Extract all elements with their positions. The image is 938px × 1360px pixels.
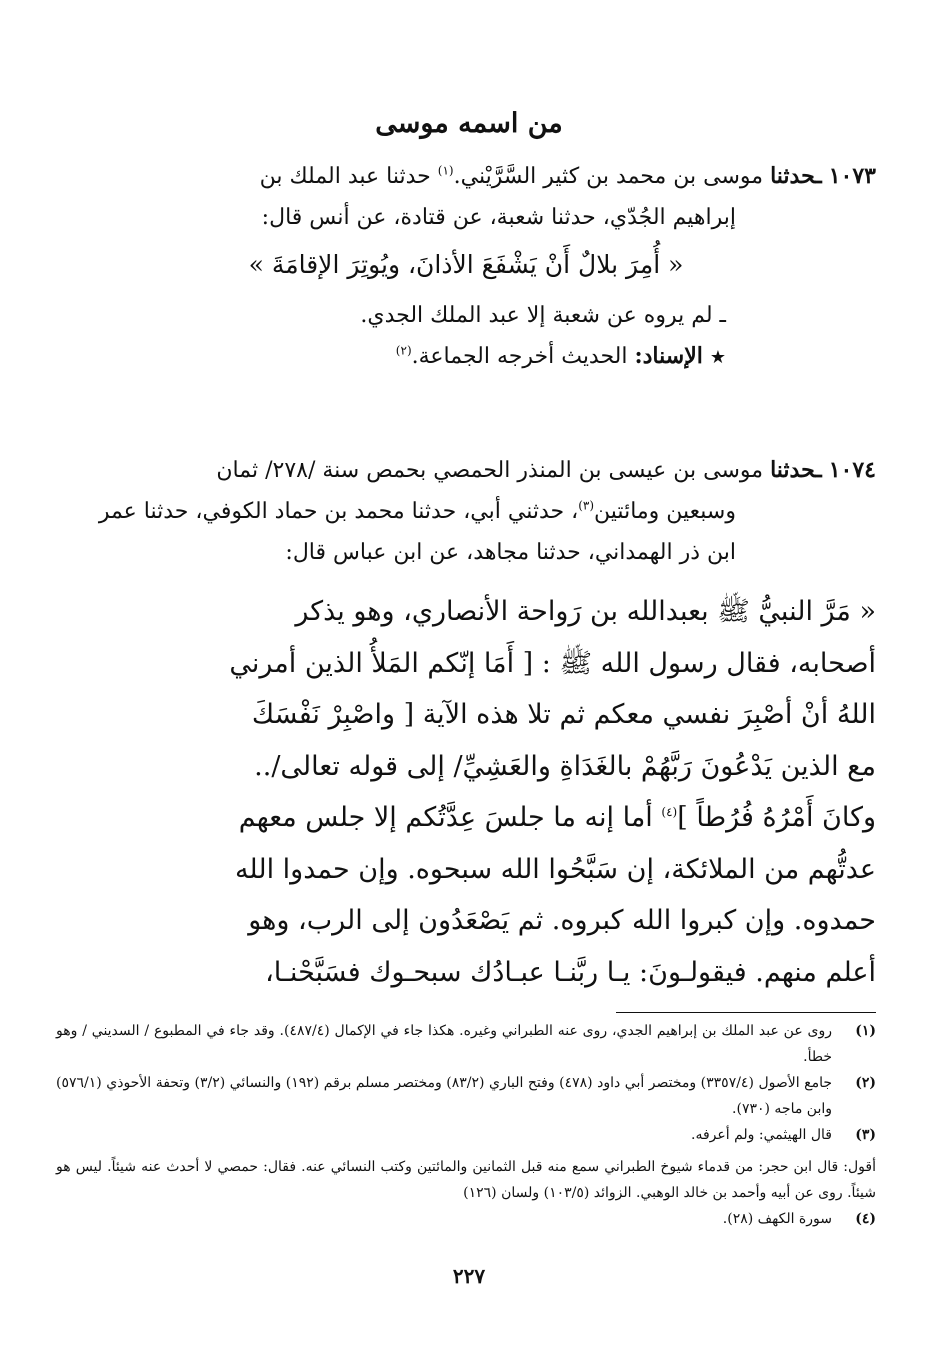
hadith-line: « مَرَّ النبيُّ ﷺ بعبدالله بن رَواحة الأنصاري، وهو يذكر (295, 596, 876, 627)
footnote-text: روى عن عبد الملك بن إبراهيم الجدي، روى عنه الطبراني وغيره. هكذا جاء في الإكمال (٤٨٧/٤). وقد جاء في المطبوع / السديني / وهو خطأ. (56, 1023, 832, 1065)
footnote-text: سورة الكهف (٢٨). (722, 1211, 832, 1227)
footnote-divider (616, 1012, 876, 1013)
footnote-3-comment (56, 1154, 876, 1206)
footnote-ref: (٤) (661, 805, 678, 819)
footnote-ref: (١) (437, 163, 454, 178)
entry-1074-line-1 (56, 450, 876, 491)
isnad-text: الحديث أخرجه الجماعة. (411, 344, 628, 369)
chain-text: ، حدثني أبي، حدثنا محمد بن حماد الكوفي، حدثنا عمر (98, 499, 579, 524)
entry-lead-word: حدثنا (770, 163, 816, 189)
hadith-line: اللهُ أنْ أصْبِرَ نفسي معكم ثم تلا هذه الآية [ واصْبِرْ نَفْسَكَ (251, 699, 876, 730)
hadith-line: عدتُّهم من الملائكة، إن سَبَّحُوا الله سبحوه. وإن حمدوا الله (234, 853, 876, 885)
hadith-quote: « أُمِرَ بلالٌ أَنْ يَشْفَعَ الأذانَ، ويُوتِرَ الإقامَةَ » (248, 250, 684, 279)
hadith-line: أعلم منهم. فيقولـونَ: يـا ربَّنـا عبـادُك سبحـوك فسَبَّحْنـا، (265, 956, 876, 988)
footnote-3 (56, 1122, 876, 1148)
entry-1073 (56, 156, 876, 378)
hadith-fragment: أما إنه ما جلسَ عِدَّتُكم إلا جلس معهم (238, 802, 653, 833)
footnote-4 (56, 1206, 876, 1232)
footnote-text: أقول: قال ابن حجر: من قدماء شيوخ الطبراني سمع منه قبل الثمانين والمائتين وكتب النسائي عنه. فقال: حمصي لا أحدث عنه شيئاً. ليس هو شيئاً. روى عن أبيه وأحمد بن خالد الوهبي. الزوائد (١٠٣/٥) ولسان (١٢٦) (56, 1159, 876, 1201)
footnote-ref: (٣) (578, 498, 595, 513)
entry-number: ١٠٧٣ (828, 163, 876, 189)
isnad-line (56, 336, 876, 378)
hadith-line: أصحابه، فقال رسول الله ﷺ : [ أَمَا إنّكم المَلأُ الذين أمرني (229, 647, 876, 679)
entry-dash: ـ (815, 457, 822, 483)
entry-lead-word: حدثنا (770, 457, 816, 483)
entry-dash: ـ (815, 163, 822, 189)
footnote-2 (56, 1070, 876, 1122)
footnote-number: (٤) (855, 1211, 876, 1227)
chain-text: موسى بن عيسى بن المنذر الحمصي بحمص سنة /٢٧٨/ ثمان (216, 458, 764, 483)
entry-1074-line-2 (56, 491, 876, 532)
hadith-line: حمدوه. وإن كبروا الله كبروه. ثم يَصْعَدُون إلى الرب، وهو (248, 905, 876, 936)
footnotes (56, 1018, 876, 1232)
footnote-text: جامع الأصول (٣٣٥٧/٤) ومختصر أبي داود (٤٧٨) وفتح الباري (٨٣/٢) ومختصر مسلم برقم (١٩٢) والنسائي (٣/٢) وتحفة الأحوذي (٥٧٦/١) وابن ماجه (٧٣٠). (56, 1075, 833, 1117)
isnad-label: الإسناد: (634, 343, 703, 369)
footnote-number: (٣) (855, 1127, 876, 1143)
page-number: ٢٢٧ (452, 1264, 486, 1288)
narration-note: ـ لم يروه عن شعبة إلا عبد الملك الجدي. (360, 303, 726, 328)
hadith-text (56, 586, 876, 998)
entry-1073-line-2: إبراهيم الجُدّي، حدثنا شعبة، عن قتادة، عن أنس قال: (261, 205, 736, 230)
footnote-number: (٢) (855, 1075, 876, 1091)
hadith-fragment: وكانَ أَمْرُهُ فُرُطاً ] (677, 802, 876, 833)
chain-text: وسبعين ومائتين (594, 499, 736, 524)
star-icon: ★ (709, 347, 726, 368)
chain-text: حدثنا عبد الملك بن (259, 164, 431, 189)
footnote-number: (١) (855, 1023, 876, 1039)
footnote-ref: (٢) (395, 343, 412, 358)
chain-text: موسى بن محمد بن كثير السَّرَّيْني. (453, 164, 764, 189)
footnote-1 (56, 1018, 876, 1070)
section-title: من اسمه موسى (375, 108, 563, 139)
entry-1074 (56, 450, 876, 573)
entry-1073-line-1 (56, 156, 876, 197)
footnote-text: قال الهيثمي: ولم أعرفه. (691, 1127, 832, 1143)
entry-number: ١٠٧٤ (828, 457, 876, 483)
hadith-line: مع الذين يَدْعُونَ رَبَّهُمْ بالغَدَاةِ والعَشِيِّ/ إلى قوله تعالى/.. (254, 750, 876, 782)
hadith-line (56, 792, 876, 844)
entry-1074-line-3: ابن ذر الهمداني، حدثنا مجاهد، عن ابن عباس قال: (285, 540, 736, 565)
